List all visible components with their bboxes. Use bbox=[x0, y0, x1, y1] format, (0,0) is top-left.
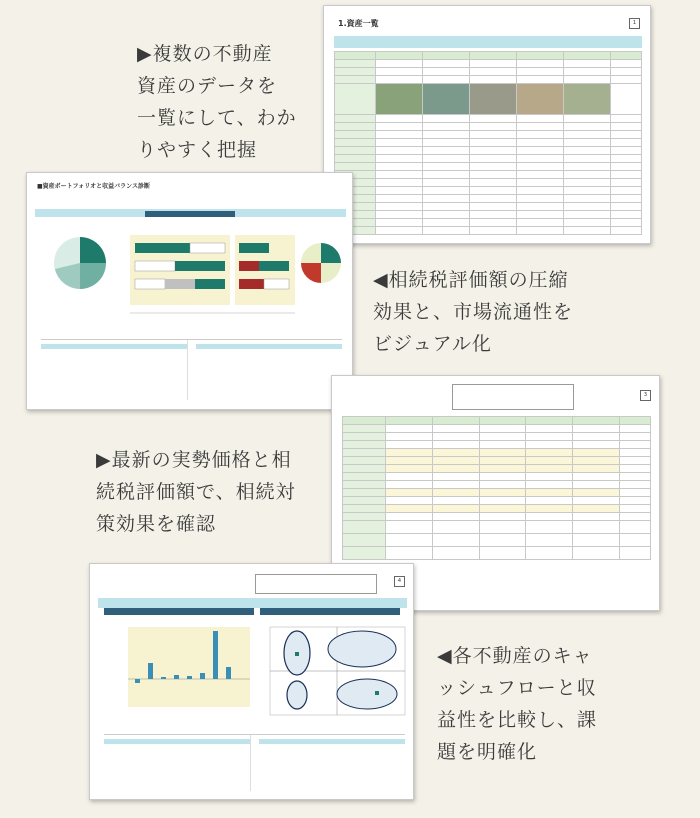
portfolio-balance-document bbox=[26, 172, 353, 410]
valuation-table bbox=[342, 416, 651, 560]
right-pie-chart bbox=[301, 243, 341, 283]
cashflow-profitability-document bbox=[89, 563, 414, 800]
portfolio-charts bbox=[35, 221, 346, 339]
doc1-title: 1.資産一覧 bbox=[338, 19, 379, 28]
caption-tax-compression: ◀相続税評価額の圧縮 効果と、市場流通性を ビジュアル化 bbox=[373, 269, 574, 355]
caption-valuation-check: ▶最新の実勢価格と相 続税評価額で、相続対 策効果を確認 bbox=[96, 449, 296, 535]
doc2-title: ■資産ポートフォリオと収益バランス診断 bbox=[37, 183, 150, 190]
doc4-page-number: 4 bbox=[394, 576, 405, 587]
asset-list-document bbox=[323, 5, 651, 244]
caption-asset-list: ▶複数の不動産 資産のデータを 一覧にして、わか りやすく把握 bbox=[137, 43, 297, 161]
doc1-page-number: 1 bbox=[629, 18, 640, 29]
caption-cashflow: ◀各不動産のキャ ッシュフローと収 益性を比較し、課 題を明確化 bbox=[437, 645, 598, 763]
doc3-page-number: 3 bbox=[640, 390, 651, 401]
left-pie-chart bbox=[54, 237, 106, 289]
asset-table bbox=[334, 51, 642, 235]
cashflow-charts bbox=[90, 619, 413, 729]
